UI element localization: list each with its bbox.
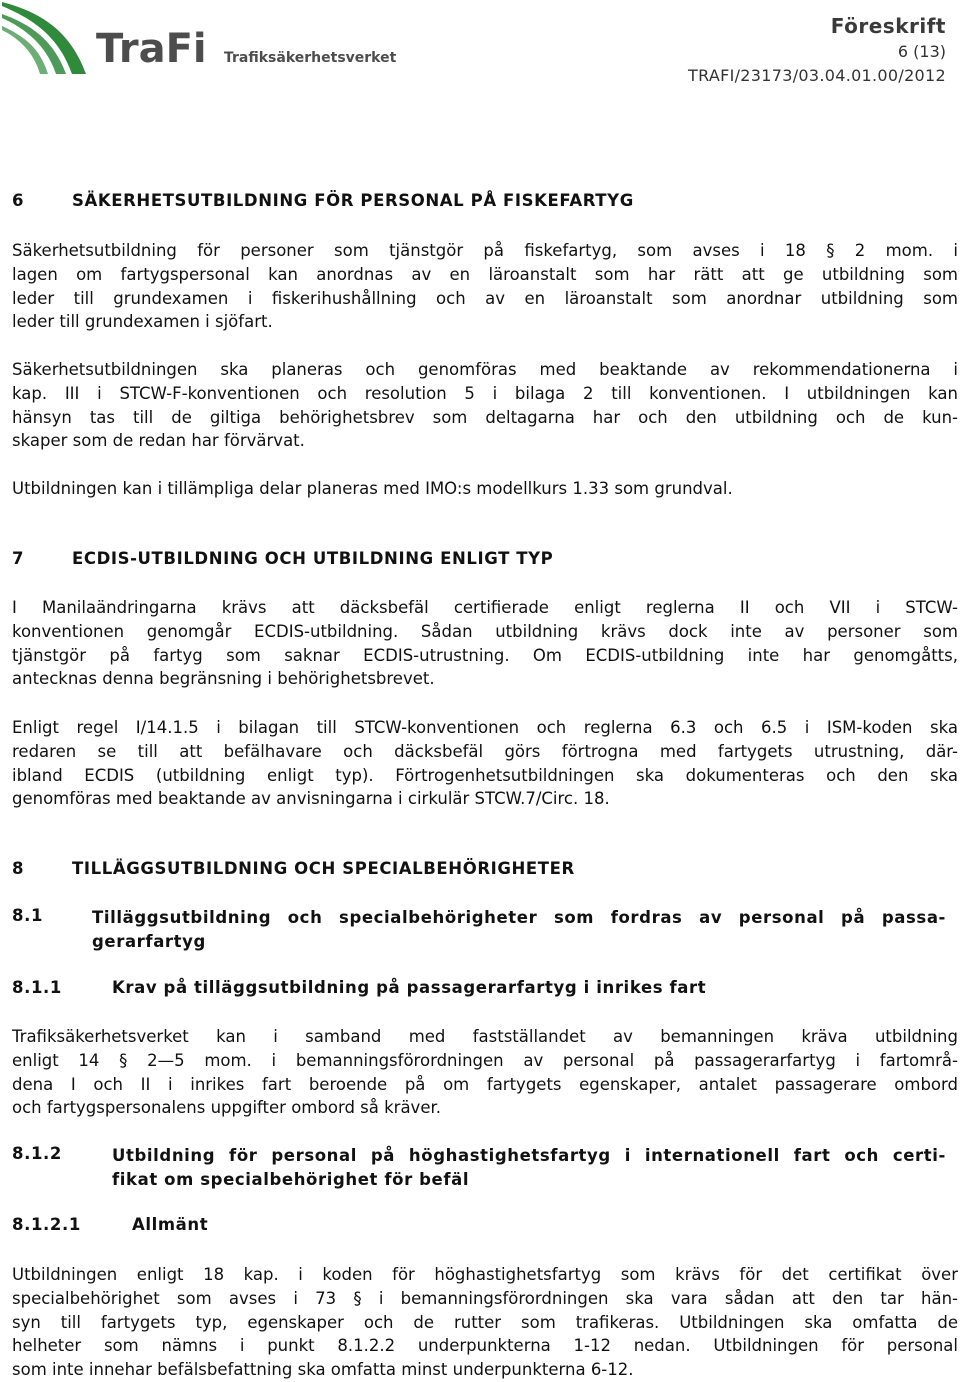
- text-line: Utbildningen kan i tillämpliga delar planeras med IMO:s modellkurs 1.33 som grundval.: [12, 479, 733, 498]
- section-number: 8: [12, 859, 25, 878]
- text-line: Utbildningen enligt 18 kap. i koden för höghastighetsfartyg som krävs för det certifikat över: [12, 1265, 958, 1284]
- doc-type: Föreskrift: [830, 14, 946, 38]
- section-number: 8.1: [12, 906, 44, 925]
- paragraph: [12, 239, 958, 334]
- text-line: hänsyn tas till de giltiga behörighetsbrev som deltagarna har och den utbildning och de kun-: [12, 407, 958, 427]
- text-line: genomföras med beaktande av anvisningarna i cirkulär STCW.7/Circ. 18.: [12, 789, 610, 809]
- section-title: SÄKERHETSUTBILDNING FÖR PERSONAL PÅ FISKEFARTYG: [72, 191, 634, 210]
- trafi-logo-mark: [0, 0, 400, 80]
- section-title: Krav på tilläggsutbildning på passagerarfartyg i inrikes fart: [112, 978, 707, 997]
- paragraph: [12, 716, 958, 811]
- text-line: som inte innehar befälsbefattning ska omfatta minst underpunkterna 6-12.: [12, 1360, 634, 1380]
- text-line: ibland ECDIS (utbildning enligt typ). Förtrogenhetsutbildningen ska dokumenteras och den ska: [12, 765, 958, 785]
- text-line: Säkerhetsutbildning för personer som tjänstgör på fiskefartyg, som avses i 18 § 2 mom. i: [12, 241, 958, 260]
- text-line: skaper som de redan har förvärvat.: [12, 431, 305, 451]
- section-number: 7: [12, 549, 25, 568]
- text-line: Säkerhetsutbildningen ska planeras och genomföras med beaktande av rekommendationerna i: [12, 360, 958, 379]
- section-number: 8.1.1: [12, 978, 62, 997]
- section-title: ECDIS-UTBILDNING OCH UTBILDNING ENLIGT TYP: [72, 549, 554, 568]
- text-line: leder till grundexamen i fiskerihushållning och av en läroanstalt som anordnar utbildning som: [12, 288, 958, 308]
- text-line: syn till fartygets typ, egenskaper och de rutter som trafikeras. Utbildningen ska omfatta de: [12, 1312, 958, 1332]
- text-line: enligt 14 § 2—5 mom. i bemanningsförordningen av personal på passagerarfartyg i fartområ-: [12, 1050, 958, 1070]
- section-number: 6: [12, 191, 25, 210]
- paragraph: [12, 477, 958, 501]
- paragraph: [12, 1025, 958, 1120]
- text-line: kap. III i STCW-F-konventionen och resolution 5 i bilaga 2 till konventionen. I utbildningen kan: [12, 383, 958, 403]
- section-title: [92, 906, 946, 954]
- heading-line: fikat om specialbehörighet för befäl: [112, 1169, 470, 1189]
- page-number: 6 (13): [897, 42, 946, 61]
- trafi-logo: [0, 0, 400, 80]
- section-title: Allmänt: [132, 1215, 209, 1234]
- paragraph: [12, 596, 958, 691]
- text-line: helheter som nämns i punkt 8.1.2.2 underpunkterna 1-12 nedan. Utbildningen för personal: [12, 1336, 958, 1356]
- heading-line: Utbildning för personal på höghastighetsfartyg i internationell fart och certi-: [112, 1146, 946, 1165]
- text-line: antecknas denna begränsning i behörighetsbrevet.: [12, 669, 435, 689]
- text-line: I Manilaändringarna krävs att däcksbefäl certifierade enligt reglerna II och VII i STCW-: [12, 598, 958, 617]
- heading-line: Tilläggsutbildning och specialbehörigheter som fordras av personal på passa-: [92, 908, 946, 927]
- heading-line: gerarfartyg: [92, 931, 206, 951]
- section-title: [112, 1144, 946, 1192]
- text-line: dena I och II i inrikes fart beroende på om fartygets egenskaper, antalet passagerare ombord: [12, 1074, 958, 1094]
- logo-subtext: Trafiksäkerhetsverket: [224, 50, 397, 66]
- text-line: leder till grundexamen i sjöfart.: [12, 312, 273, 332]
- text-line: lagen om fartygspersonal kan anordnas av en läroanstalt som har rätt att ge utbildning som: [12, 264, 958, 284]
- text-line: konventionen genomgår ECDIS-utbildning. Sådan utbildning krävs dock inte av personer som: [12, 621, 958, 641]
- text-line: Trafiksäkerhetsverket kan i samband med fastställandet av bemanningen kräva utbildning: [12, 1027, 958, 1046]
- text-line: tjänstgör på fartyg som saknar ECDIS-utrustning. Om ECDIS-utbildning inte har genomgåtts,: [12, 645, 958, 665]
- logo-text: TraFi: [96, 26, 207, 72]
- text-line: Enligt regel I/14.1.5 i bilagan till STCW-konventionen och reglerna 6.3 och 6.5 i ISM-koden ska: [12, 718, 958, 737]
- doc-reference: TRAFI/23173/03.04.01.00/2012: [688, 66, 946, 85]
- text-line: och fartygspersonalens uppgifter ombord så kräver.: [12, 1098, 441, 1118]
- section-number: 8.1.2: [12, 1144, 62, 1163]
- section-number: 8.1.2.1: [12, 1215, 81, 1234]
- paragraph: [12, 1263, 958, 1382]
- text-line: specialbehörighet som avses i 73 § i bemanningsförordningen ska vara sådan att den tar hän-: [12, 1288, 958, 1308]
- text-line: redaren se till att befälhavare och däcksbefäl görs förtrogna med fartygets utrustning, där-: [12, 741, 958, 761]
- paragraph: [12, 358, 958, 453]
- section-title: TILLÄGGSUTBILDNING OCH SPECIALBEHÖRIGHETER: [72, 859, 575, 878]
